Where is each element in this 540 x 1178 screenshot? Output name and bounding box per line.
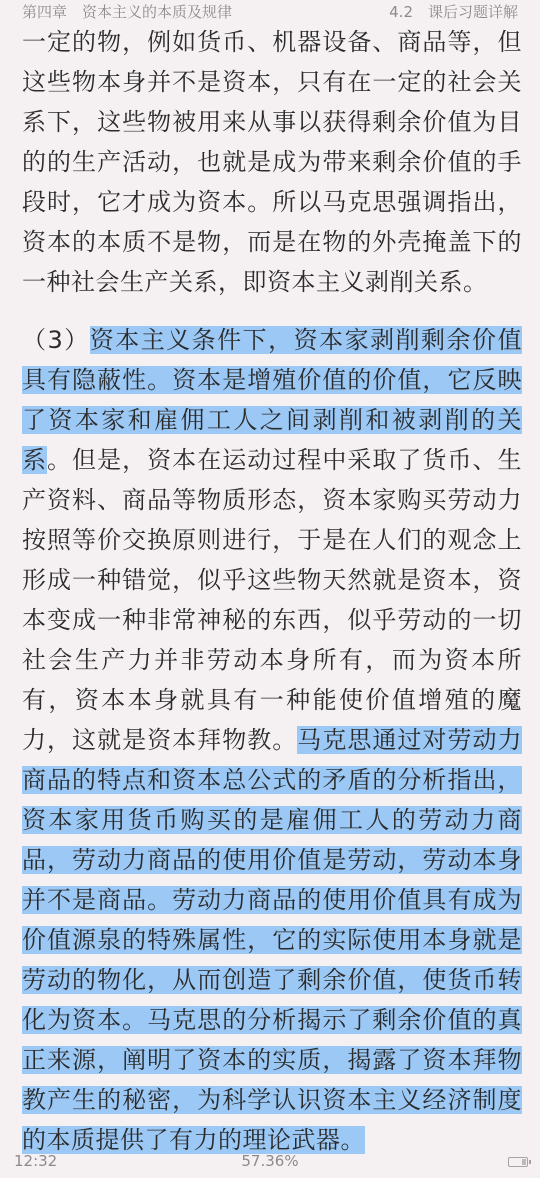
clock-time: 12:32 — [14, 1152, 58, 1170]
reader-content[interactable] — [22, 22, 522, 1160]
section-title: 4.2 课后习题详解 — [389, 3, 518, 21]
highlighted-text[interactable]: 资本主义条件下，资本家剥削剩余价值具有隐蔽性。资本是增殖价值的价值，它反映了资本家和雇佣工人之间剥削和被剥削的关系 — [22, 326, 522, 474]
highlighted-text[interactable]: 马克思通过对劳动力商品的特点和资本总公式的矛盾的分析指出，资本家用货币购买的是雇佣工人的劳动力商品，劳动力商品的使用价值是劳动，劳动本身并不是商品。劳动力商品的使用价值具有成为价值源泉的特殊属性，它的实际使用本身就是劳动的物化，从而创造了剩余价值，使货币转化为资本。马克思的分析揭示了剩余价值的真正来源，阐明了资本的实质，揭露了资本拜物教产生的秘密，为科学认识资本主义经济制度的本质提供了有力的理论武器。 — [22, 726, 523, 1154]
battery-fill — [522, 1159, 526, 1165]
reader-header — [0, 0, 540, 24]
paragraph-2 — [22, 320, 522, 1160]
battery-icon — [508, 1157, 528, 1167]
text-segment: （3） — [22, 326, 90, 354]
text-segment: 。但是，资本在运动过程中采取了货币、生产资料、商品等物质形态，资本家购买劳动力按照等价交换原则进行，于是在人们的观念上形成一种错觉，似乎这些物天然就是资本，资本变成一种非常神秘的东西，似乎劳动的一切社会生产力并非劳动本身所有，而为资本所有，资本本身就具有一种能使价值增殖的魔力，这就是资本拜物教。 — [22, 446, 523, 754]
reader-footer — [0, 1148, 540, 1178]
paragraph-1 — [22, 22, 522, 302]
chapter-title: 第四章 资本主义的本质及规律 — [22, 3, 233, 21]
text-segment: 一定的物，例如货币、机器设备、商品等，但这些物本身并不是资本，只有在一定的社会关系下，这些物被用来从事以获得剩余价值为目的的生产活动，也就是成为带来剩余价值的手段时，它才成为资本。所以马克思强调指出，资本的本质不是物，而是在物的外壳掩盖下的一种社会生产关系，即资本主义剥削关系。 — [22, 28, 522, 296]
reading-progress: 57.36% — [241, 1152, 299, 1170]
